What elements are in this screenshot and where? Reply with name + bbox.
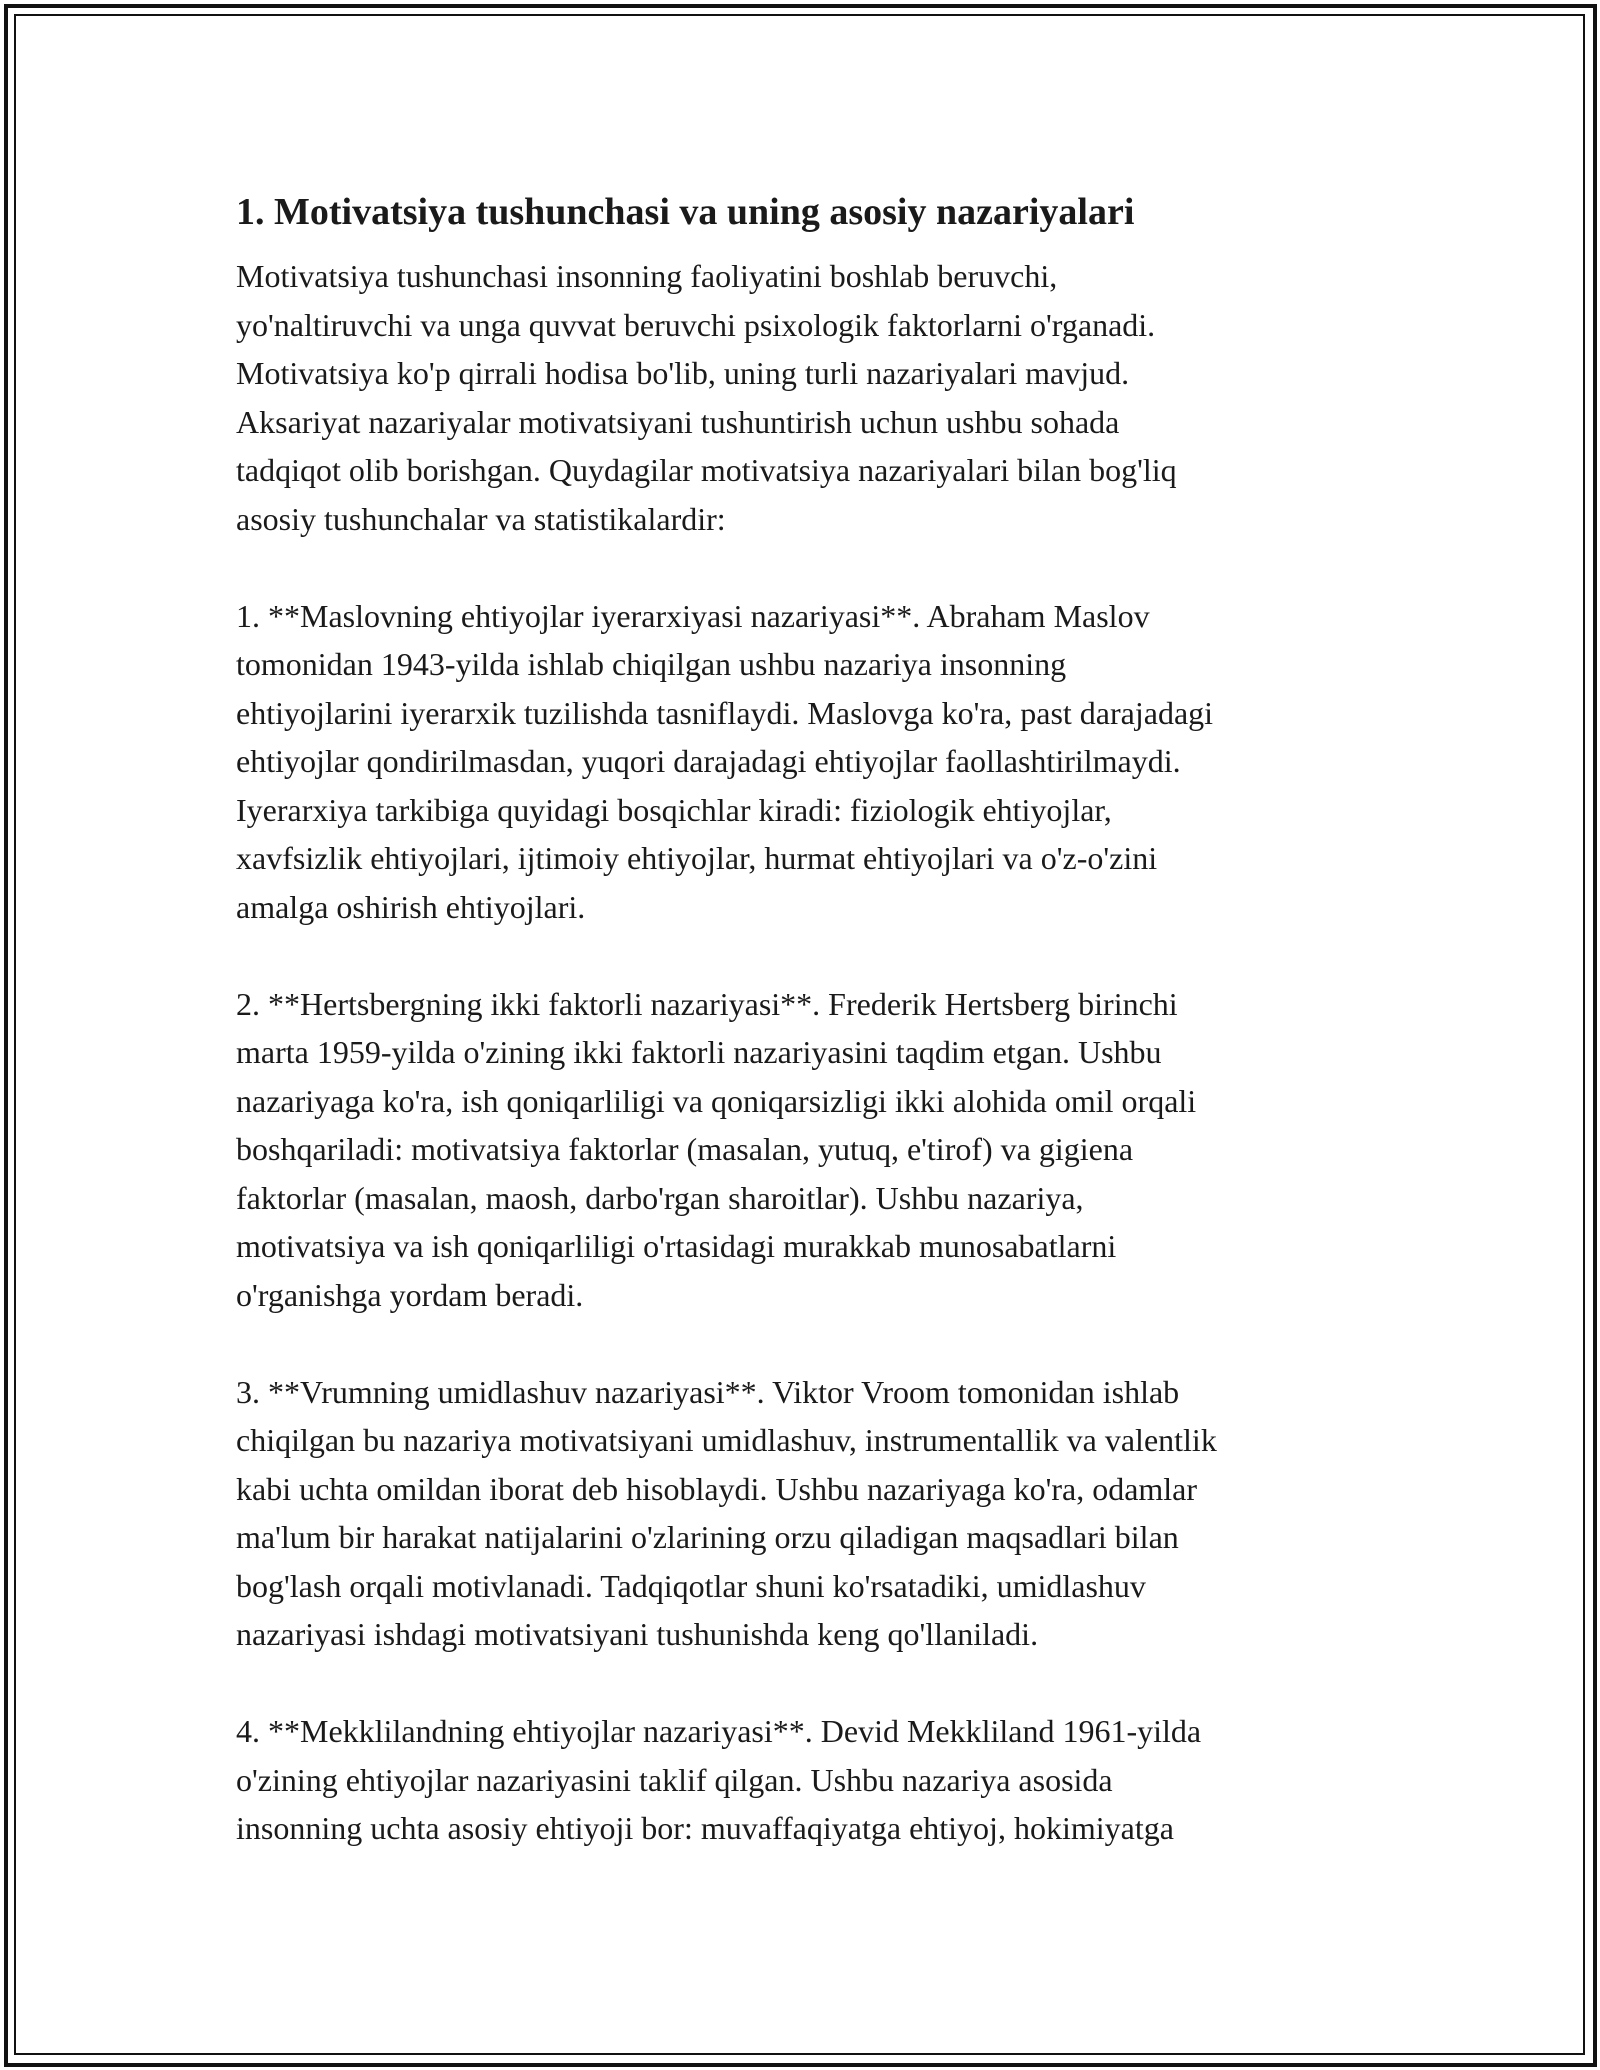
paragraph-line: nazariyaga ko'ra, ish qoniqarliligi va qoniqarsizligi ikki alohida omil orqali: [236, 1082, 1197, 1119]
paragraph-line: tomonidan 1943-yilda ishlab chiqilgan ushbu nazariya insonning: [236, 646, 1067, 682]
paragraph-line: ehtiyojlar qondirilmasdan, yuqori darajadagi ehtiyojlar faollashtirilmaydi.: [236, 743, 1181, 779]
paragraph-line: 3. **Vrumning umidlashuv nazariyasi**. Viktor Vroom tomonidan ishlab: [236, 1373, 1180, 1410]
vroom-paragraph: [236, 1368, 1376, 1659]
paragraph-line: faktorlar (masalan, maosh, darbo'rgan sharoitlar). Ushbu nazariya,: [236, 1179, 1084, 1216]
paragraph-line: o'zining ehtiyojlar nazariyasini taklif qilgan. Ushbu nazariya asosida: [236, 1761, 1113, 1798]
paragraph-line: nazariyasi ishdagi motivatsiyani tushunishda keng qo'llaniladi.: [236, 1616, 1039, 1652]
paragraph-line: amalga oshirish ehtiyojlari.: [236, 888, 586, 925]
mcclelland-paragraph: [236, 1707, 1376, 1853]
paragraph-line: tadqiqot olib borishgan. Quydagilar motivatsiya nazariyalari bilan bog'liq: [236, 452, 1177, 488]
paragraph-line: Motivatsiya tushunchasi insonning faoliyatini boshlab beruvchi,: [236, 258, 1058, 294]
paragraph-line: insonning uchta asosiy ehtiyoji bor: muvaffaqiyatga ehtiyoj, hokimiyatga: [236, 1810, 1174, 1846]
paragraph-line: Iyerarxiya tarkibiga quyidagi bosqichlar kiradi: fiziologik ehtiyojlar,: [236, 791, 1112, 828]
paragraph-line: 4. **Mekklilandning ehtiyojlar nazariyasi**. Devid Mekkliland 1961-yilda: [236, 1713, 1202, 1749]
paragraph-line: o'rganishga yordam beradi.: [236, 1276, 584, 1313]
paragraph-line: Aksariyat nazariyalar motivatsiyani tushuntirish uchun ushbu sohada: [236, 403, 1120, 440]
paragraph-line: boshqariladi: motivatsiya faktorlar (masalan, yutuq, e'tirof) va gigiena: [236, 1131, 1134, 1167]
paragraph-line: motivatsiya va ish qoniqarliligi o'rtasidagi murakkab munosabatlarni: [236, 1228, 1117, 1264]
maslow-paragraph: [236, 592, 1376, 932]
paragraph-line: marta 1959-yilda o'zining ikki faktorli nazariyasini taqdim etgan. Ushbu: [236, 1034, 1162, 1070]
paragraph-line: ma'lum bir harakat natijalarini o'zlarining orzu qiladigan maqsadlari bilan: [236, 1519, 1179, 1555]
paragraph-line: ehtiyojlarini iyerarxik tuzilishda tasniflaydi. Maslovga ko'ra, past darajadagi: [236, 694, 1214, 731]
intro-paragraph: [236, 252, 1376, 543]
herzberg-paragraph: [236, 980, 1376, 1320]
paragraph-line: 2. **Hertsbergning ikki faktorli nazariyasi**. Frederik Hertsberg birinchi: [236, 985, 1178, 1022]
paragraph-line: kabi uchta omildan iborat deb hisoblaydi. Ushbu nazariyaga ko'ra, odamlar: [236, 1470, 1198, 1507]
paragraph-line: Motivatsiya ko'p qirrali hodisa bo'lib, uning turli nazariyalari mavjud.: [236, 355, 1130, 391]
section-heading: 1. Motivatsiya tushunchasi va uning asosiy nazariyalari: [236, 191, 1135, 233]
paragraph-line: chiqilgan bu nazariya motivatsiyani umidlashuv, instrumentallik va valentlik: [236, 1422, 1217, 1458]
paragraph-line: asosiy tushunchalar va statistikalardir:: [236, 500, 726, 537]
paragraph-line: 1. **Maslovning ehtiyojlar iyerarxiyasi nazariyasi**. Abraham Maslov: [236, 597, 1150, 634]
paragraph-line: yo'naltiruvchi va unga quvvat beruvchi psixologik faktorlarni o'rganadi.: [236, 306, 1156, 343]
paragraph-line: xavfsizlik ehtiyojlari, ijtimoiy ehtiyojlar, hurmat ehtiyojlari va o'z-o'zini: [236, 840, 1158, 876]
paragraph-line: bog'lash orqali motivlanadi. Tadqiqotlar shuni ko'rsatadiki, umidlashuv: [236, 1567, 1146, 1604]
document-body: [236, 186, 1376, 1901]
